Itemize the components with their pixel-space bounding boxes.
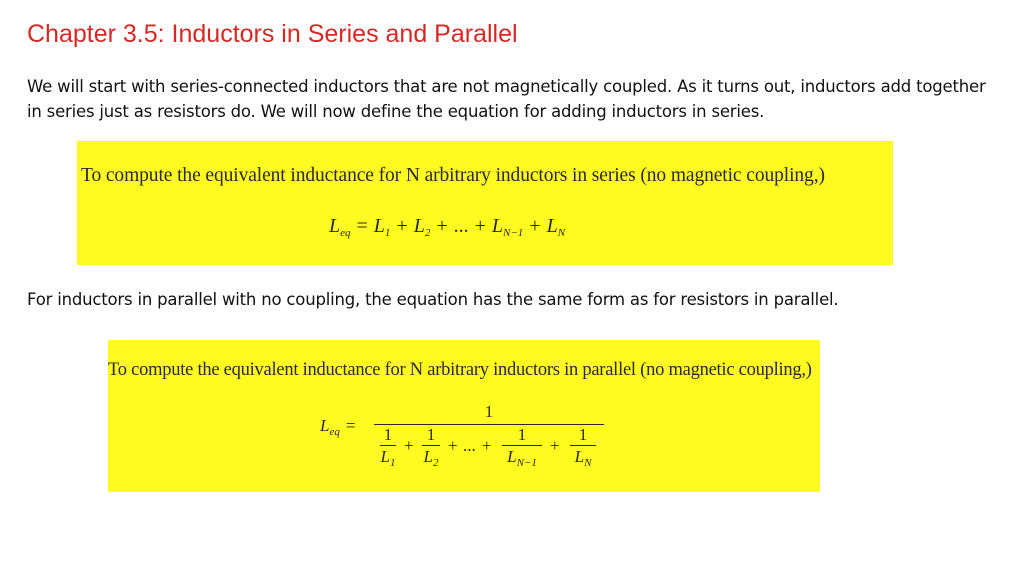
intro-paragraph: We will start with series-connected inductors that are not magnetically coupled. As it turns out, inductors add together in series just as resistors do. We will now define the equation for adding inductors in series. xyxy=(27,77,986,121)
parallel-equation-box xyxy=(108,340,820,492)
main-denominator: 1 $L_1$ + 1 $L_2$ + ... + 1 $L_{N-1}$ + 1 $L_N$ xyxy=(374,426,604,474)
parallel-paragraph: For inductors in parallel with no coupling, the equation has the same form as for resistors in parallel. xyxy=(27,290,839,309)
series-equation-box xyxy=(77,141,893,265)
fraction-1-over-L2: 1 $L_2$ xyxy=(423,425,439,469)
fraction-1-over-L1: 1 $L_1$ xyxy=(380,425,396,469)
parallel-box-caption: To compute the equivalent inductance for N arbitrary inductors in parallel (no magnetic coupling,) xyxy=(108,360,812,380)
series-box-caption: To compute the equivalent inductance for N arbitrary inductors in series (no magnetic coupling,) xyxy=(81,165,825,186)
fraction-1-over-LN-minus-1: 1 $L_{N-1}$ xyxy=(502,426,542,473)
main-numerator: 1 xyxy=(484,402,494,421)
parallel-equation xyxy=(320,404,620,484)
slide-title: Chapter 3.5: Inductors in Series and Parallel xyxy=(27,20,518,48)
series-equation: $L_{eq} = L_1 + L_2$ + ... + $L_{N-1} + L_N$ xyxy=(329,215,566,239)
fraction-1-over-LN: 1 $L_N$ xyxy=(570,426,596,473)
main-fraction-bar xyxy=(374,424,604,425)
parallel-equation-lhs: $L_{eq}$ = xyxy=(320,416,356,438)
